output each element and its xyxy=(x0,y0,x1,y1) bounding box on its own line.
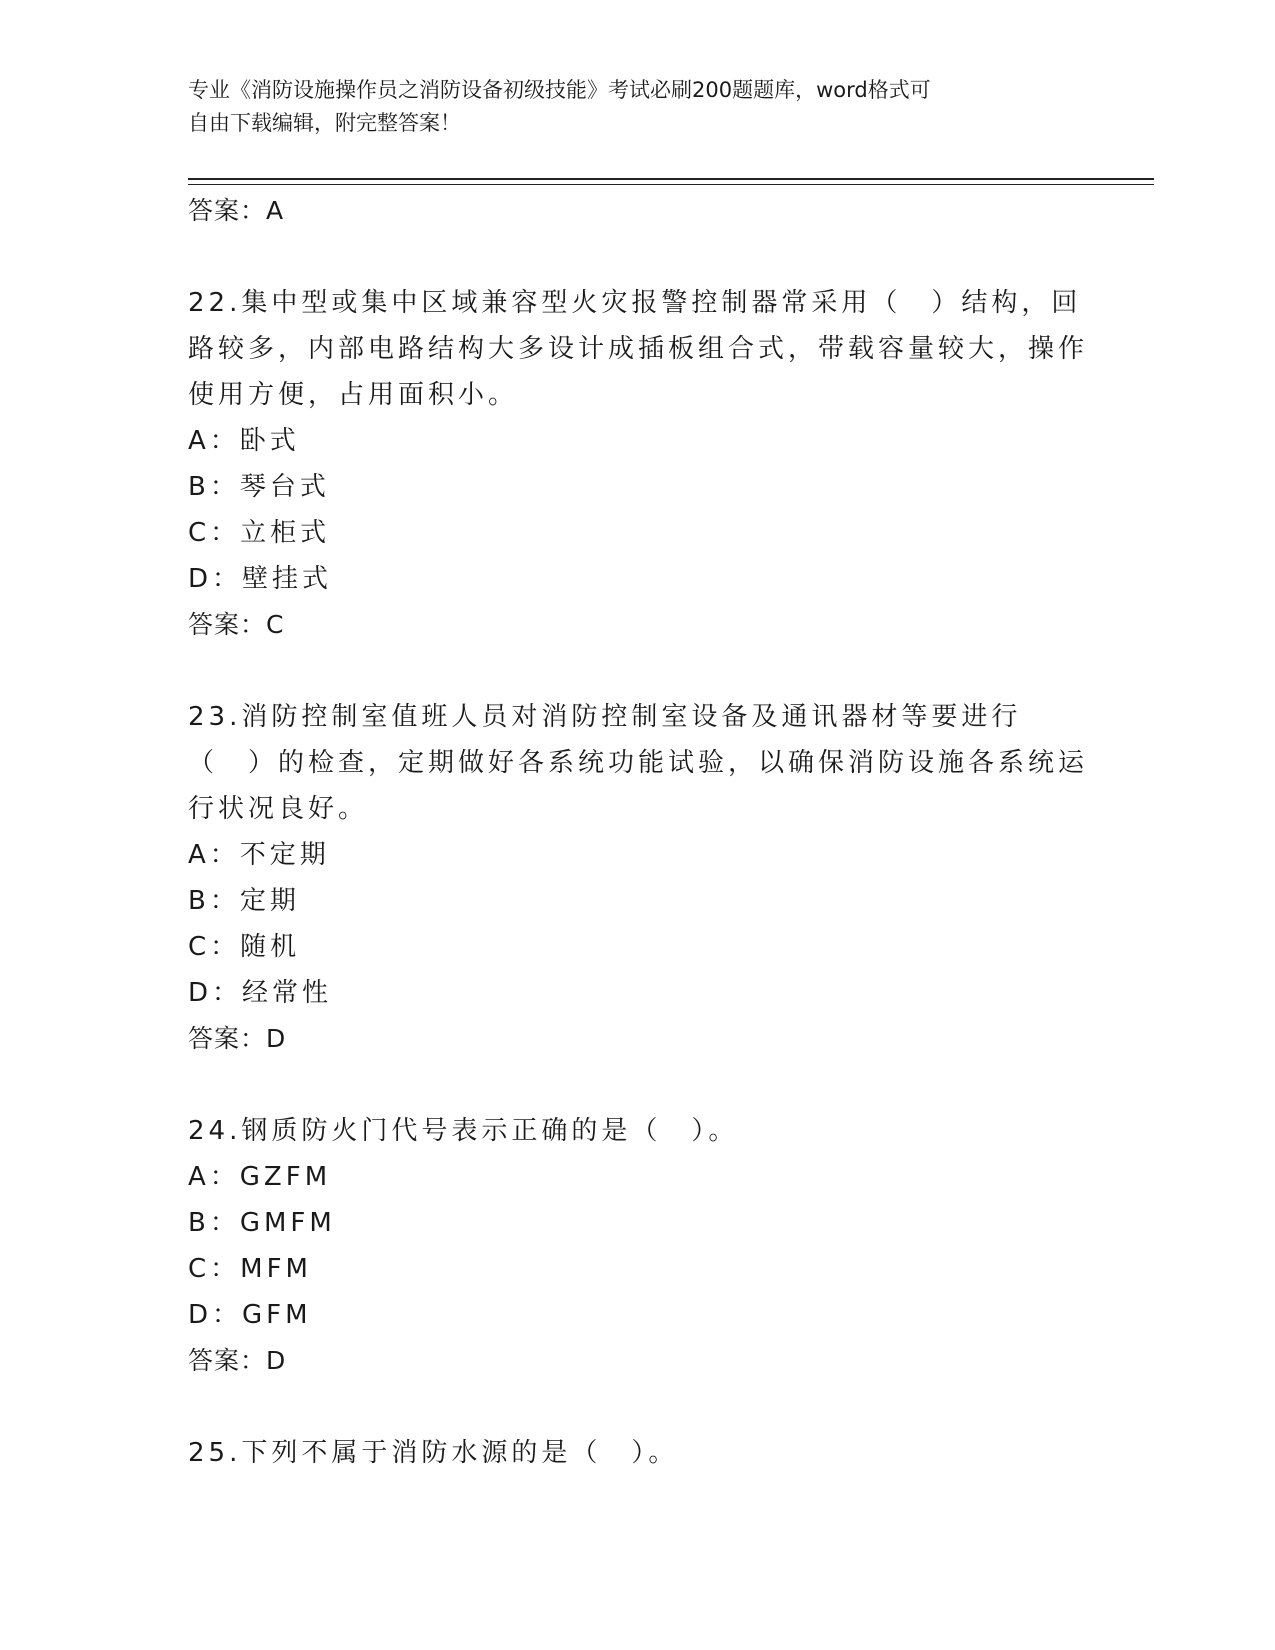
question-23 xyxy=(188,694,1088,1062)
question-22 xyxy=(188,280,1088,648)
header-line-2: 自由下载编辑，附完整答案！ xyxy=(188,111,461,135)
answer: 答案：D xyxy=(188,1346,287,1375)
option-d: D：壁挂式 xyxy=(188,564,333,594)
header-line-1: 专业《消防设施操作员之消防设备初级技能》考试必刷200题题库，word格式可 xyxy=(188,78,931,102)
question-stem: 22.集中型或集中区域兼容型火灾报警控制器常采用（ ）结构，回路较多，内部电路结构大多设计成插板组合式，带载容量较大，操作使用方便，占用面积小。 xyxy=(188,288,1089,410)
question-stem: 24.钢质防火门代号表示正确的是（ ）。 xyxy=(188,1116,739,1146)
answer: 答案：D xyxy=(188,1024,287,1053)
question-list xyxy=(188,188,1088,1476)
header-divider-thin xyxy=(188,184,1154,185)
option-b: B：GMFM xyxy=(188,1208,336,1238)
option-d: D：经常性 xyxy=(188,978,333,1008)
previous-answer: 答案：A xyxy=(188,196,285,225)
option-c: C：MFM xyxy=(188,1254,312,1284)
question-25 xyxy=(188,1430,1088,1476)
question-stem: 25.下列不属于消防水源的是（ ）。 xyxy=(188,1438,679,1468)
option-d: D：GFM xyxy=(188,1300,312,1330)
option-b: B：琴台式 xyxy=(188,472,330,502)
option-a: A：卧式 xyxy=(188,426,300,456)
option-a: A：不定期 xyxy=(188,840,330,870)
answer: 答案：C xyxy=(188,610,285,639)
option-a: A：GZFM xyxy=(188,1162,332,1192)
option-c: C：立柜式 xyxy=(188,518,331,548)
option-c: C：随机 xyxy=(188,932,301,962)
question-24 xyxy=(188,1108,1088,1384)
document-header xyxy=(188,74,1088,140)
question-stem: 23.消防控制室值班人员对消防控制室设备及通讯器材等要进行（ ）的检查，定期做好各系统功能试验，以确保消防设施各系统运行状况良好。 xyxy=(188,702,1089,824)
option-b: B：定期 xyxy=(188,886,300,916)
header-divider-thick xyxy=(188,178,1154,180)
